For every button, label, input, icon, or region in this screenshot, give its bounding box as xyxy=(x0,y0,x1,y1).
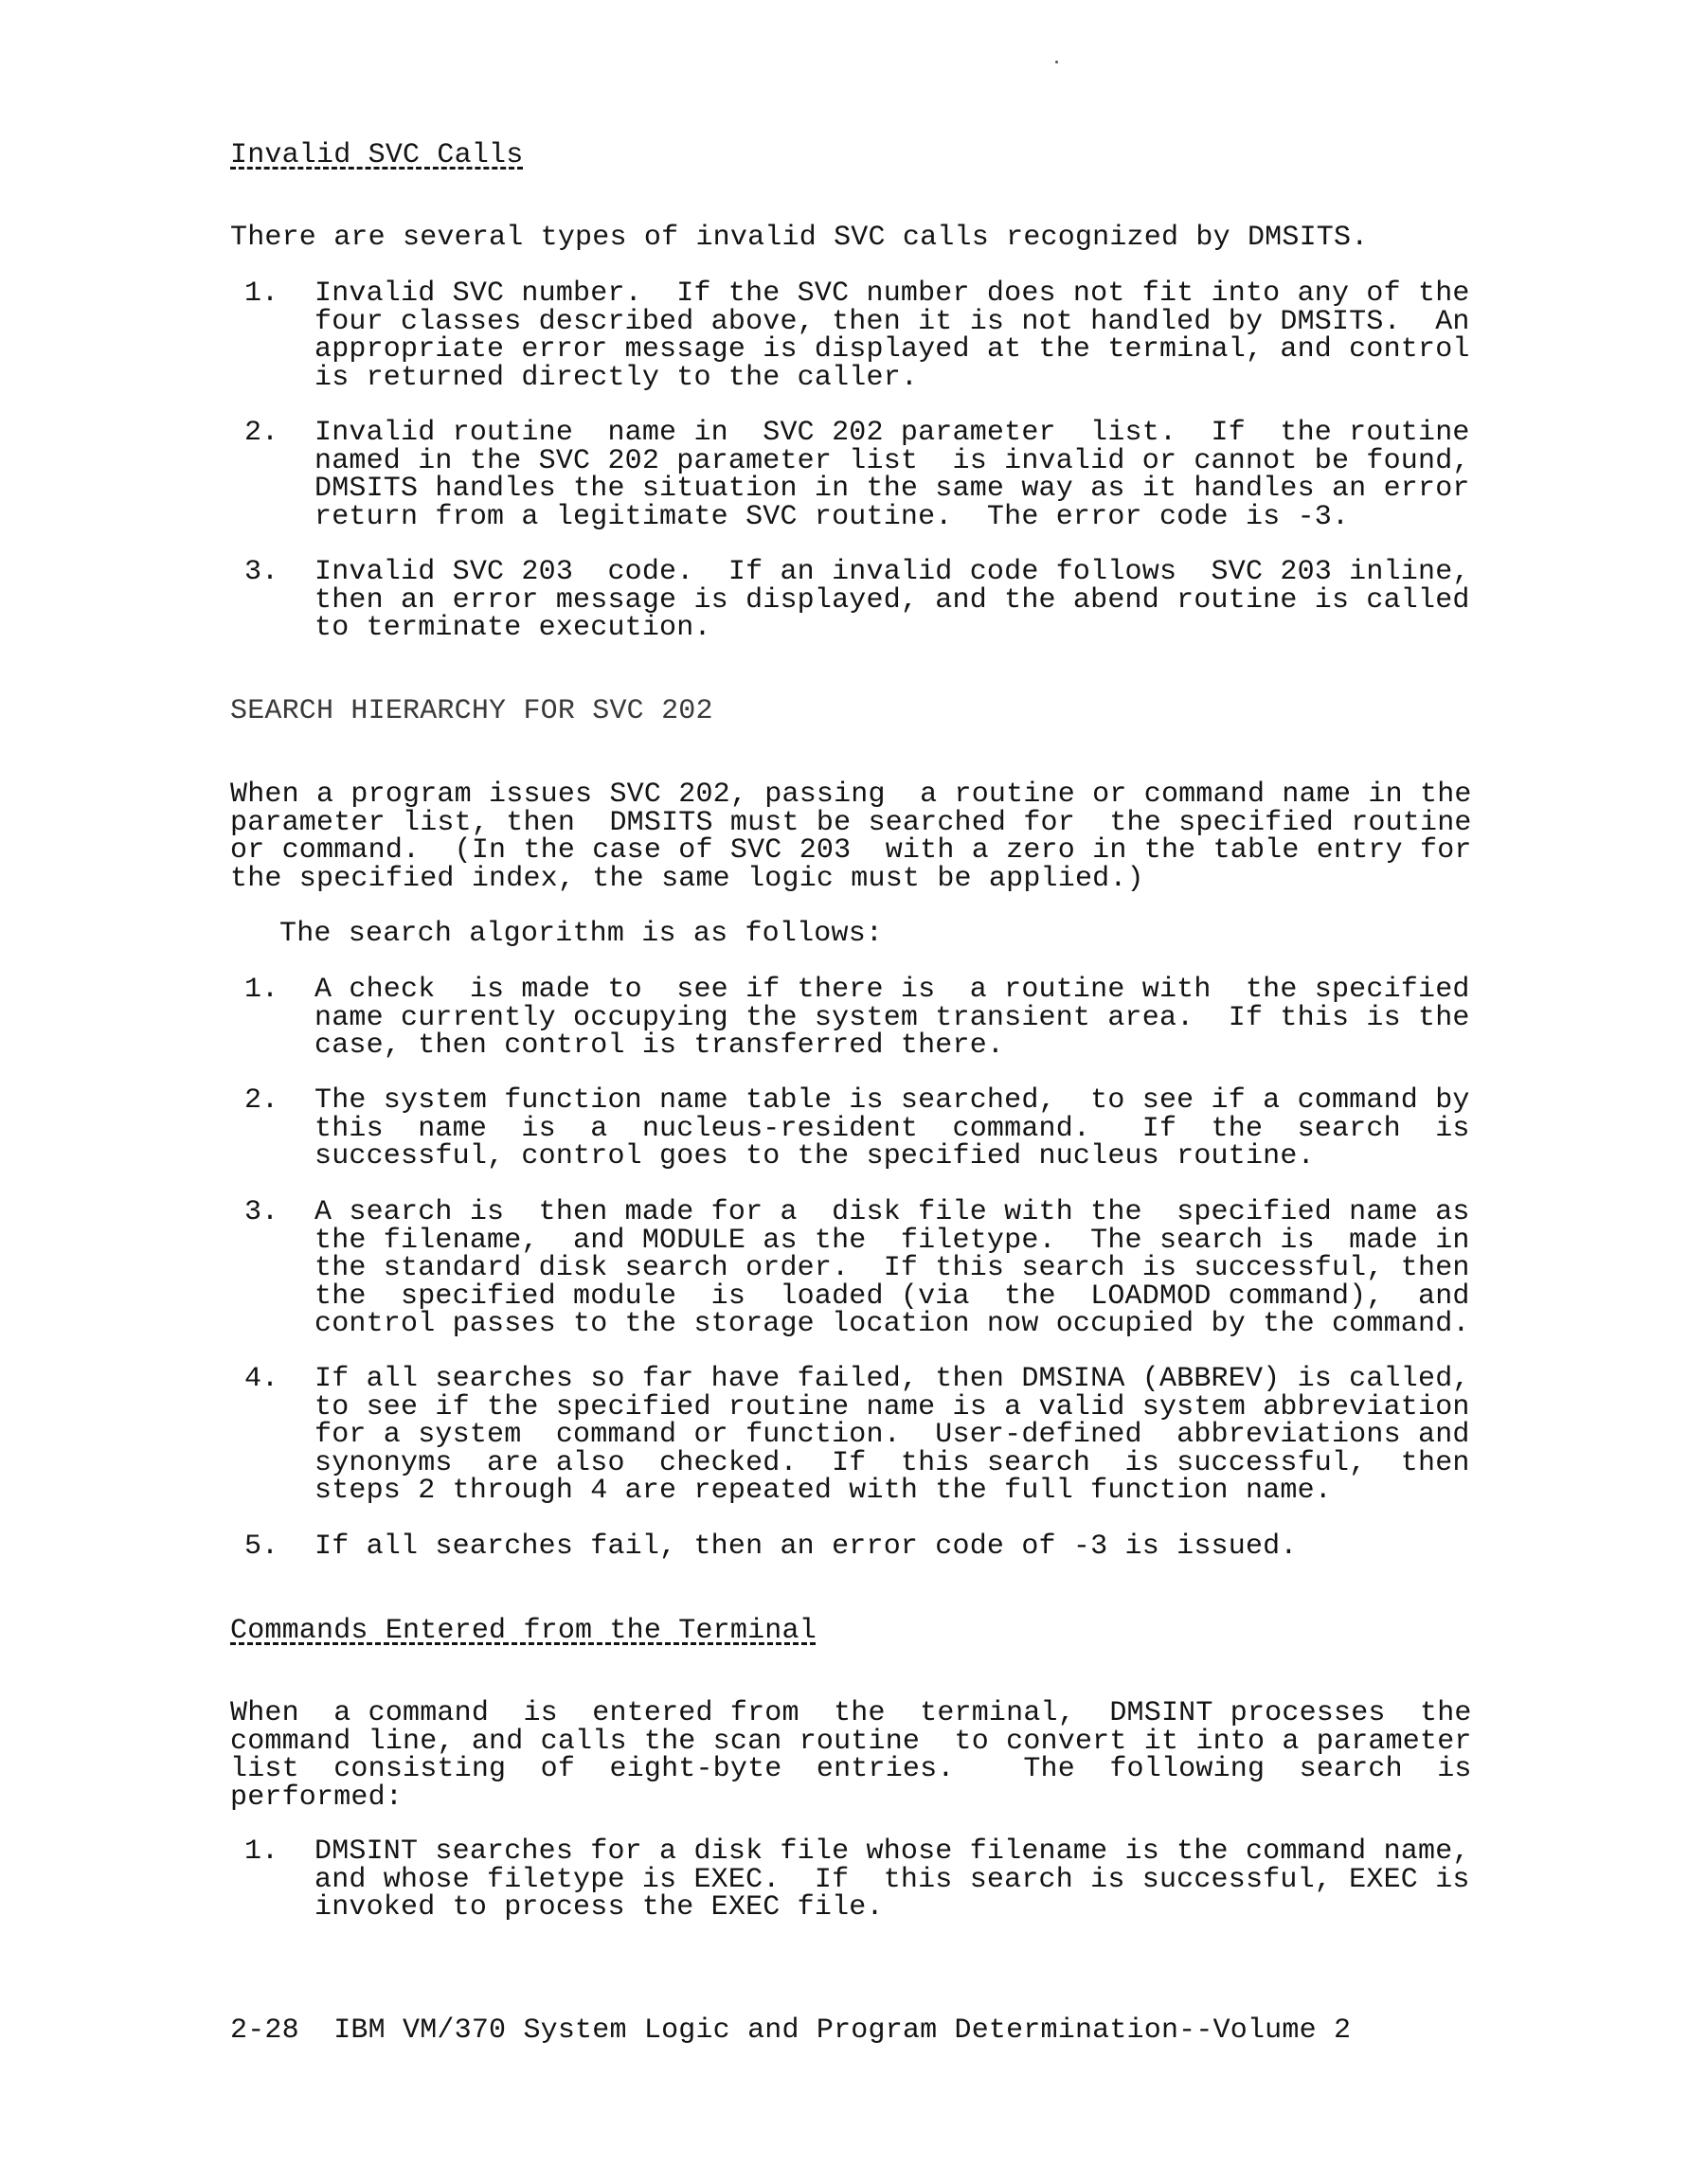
list-item-text: Invalid SVC 203 code. If an invalid code follows SVC 203 inline, then an error message is displayed, and the abend routine is called to terminate execution. xyxy=(314,556,1470,644)
section-heading-commands-terminal: Commands Entered from the Terminal xyxy=(230,1615,817,1647)
list-number: 1. xyxy=(244,974,279,1006)
paragraph-search-algorithm: The search algorithm is as follows: xyxy=(279,918,884,950)
list-number: 1. xyxy=(244,277,279,310)
scan-speck xyxy=(1055,61,1058,63)
section-heading-search-hierarchy: SEARCH HIERARCHY FOR SVC 202 xyxy=(230,695,713,727)
list-number: 4. xyxy=(244,1363,279,1395)
list-number: 5. xyxy=(244,1531,279,1563)
section-heading-invalid-svc: Invalid SVC Calls xyxy=(230,139,524,171)
list-item-text: If all searches fail, then an error code of -3 is issued. xyxy=(314,1531,1298,1563)
list-item-text: DMSINT searches for a disk file whose filename is the command name, and whose filetype is EXEC. If this search is successful, EXEC is invoked to process the EXEC file. xyxy=(314,1835,1470,1924)
list-number: 3. xyxy=(244,556,279,588)
list-item-text: A check is made to see if there is a routine with the specified name currently occupying the system transient area. If this is the case, then control is transferred there. xyxy=(314,974,1470,1062)
paragraph-invalid-svc-intro: There are several types of invalid SVC calls recognized by DMSITS. xyxy=(230,222,1369,254)
list-item-text: Invalid SVC number. If the SVC number does not fit into any of the four classes described above, then it is not handled by DMSITS. An appropriate error message is displayed at the terminal, and control is returned directly to the caller. xyxy=(314,277,1470,394)
list-number: 2. xyxy=(244,1084,279,1117)
page-footer: 2-28 IBM VM/370 System Logic and Program Determination--Volume 2 xyxy=(230,2014,1352,2047)
paragraph-search-intro: When a program issues SVC 202, passing a routine or command name in the parameter list, then DMSITS must be searched for the specified routine or command. (In the case of SVC 203 with a zero in the table entry for the specified index, the same logic must be applied.) xyxy=(230,779,1472,895)
list-number: 3. xyxy=(244,1196,279,1228)
list-item-text: The system function name table is searched, to see if a command by this name is a nucleus-resident command. If the search is successful, control goes to the specified nucleus routine. xyxy=(314,1084,1470,1173)
list-item-text: A search is then made for a disk file with the specified name as the filename, and MODULE as the filetype. The search is made in the standard disk search order. If this search is successful, then the specified module is loaded (via the LOADMOD command), and control passes to the storage location now occupied by the command. xyxy=(314,1196,1470,1340)
list-number: 2. xyxy=(244,417,279,449)
paragraph-commands-intro: When a command is entered from the terminal, DMSINT processes the command line, and calls the scan routine to convert it into a parameter list consisting of eight-byte entries. The following search is performed: xyxy=(230,1697,1472,1814)
list-item-text: Invalid routine name in SVC 202 parameter list. If the routine named in the SVC 202 parameter list is invalid or cannot be found, DMSITS handles the situation in the same way as it handles an error return from a legitimate SVC routine. The error code is -3. xyxy=(314,417,1470,533)
list-number: 1. xyxy=(244,1835,279,1868)
list-item-text: If all searches so far have failed, then DMSINA (ABBREV) is called, to see if the specified routine name is a valid system abbreviation for a system command or function. User-defined abbreviations and synonyms are also checked. If this search is successful, then steps 2 through 4 are repeated with the full function name. xyxy=(314,1363,1470,1507)
